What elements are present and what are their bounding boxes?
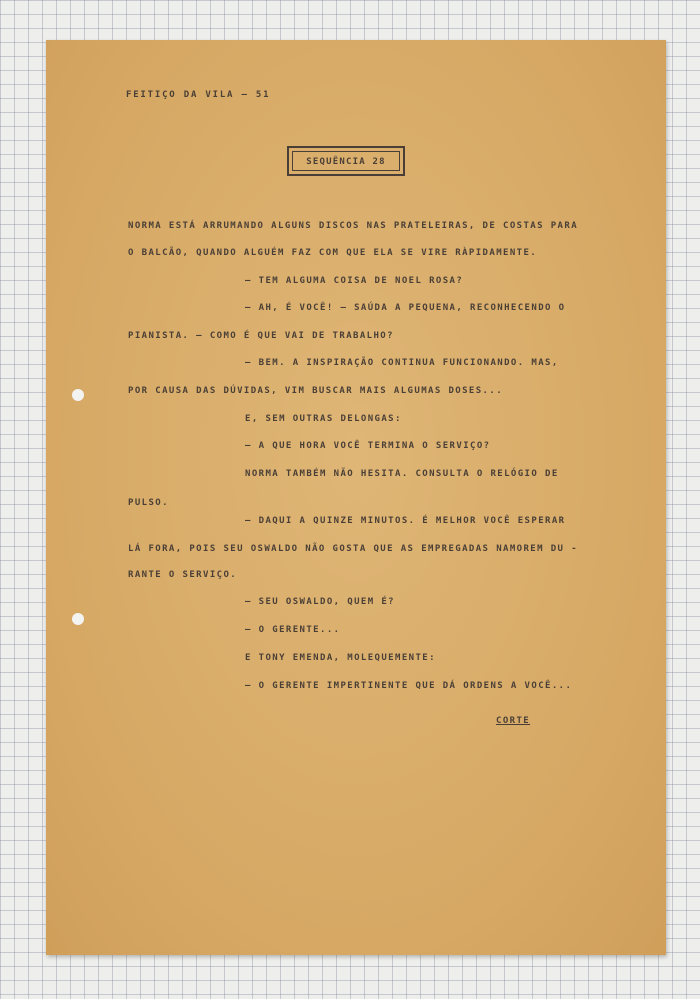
script-line: RANTE O SERVIÇO. [128, 570, 238, 580]
punch-hole [72, 389, 84, 401]
corte-label: CORTE [496, 716, 531, 726]
script-line: PIANISTA. — COMO É QUE VAI DE TRABALHO? [128, 331, 394, 341]
script-line: NORMA TAMBÉM NÃO HESITA. CONSULTA O RELÓGIO DE [245, 469, 559, 479]
script-line: POR CAUSA DAS DÚVIDAS, VIM BUSCAR MAIS ALGUMAS DOSES... [128, 386, 504, 396]
script-line: — DAQUI A QUINZE MINUTOS. É MELHOR VOCÊ ESPERAR [245, 516, 566, 526]
punch-hole [72, 613, 84, 625]
script-line: — SEU OSWALDO, QUEM É? [245, 597, 396, 607]
script-line: NORMA ESTÁ ARRUMANDO ALGUNS DISCOS NAS PRATELEIRAS, DE COSTAS PARA [128, 221, 579, 231]
script-line: PULSO. [128, 498, 169, 508]
script-line: LÁ FORA, POIS SEU OSWALDO NÃO GOSTA QUE AS EMPREGADAS NAMOREM DU - [128, 544, 579, 554]
script-line: — BEM. A INSPIRAÇÃO CONTINUA FUNCIONANDO. MAS, [245, 358, 559, 368]
typewritten-page [46, 40, 666, 955]
sequence-title: SEQUÊNCIA 28 [306, 157, 386, 167]
script-line: — AH, É VOCÊ! — SAÚDA A PEQUENA, RECONHECENDO O [245, 303, 566, 313]
script-line: E TONY EMENDA, MOLEQUEMENTE: [245, 653, 436, 663]
script-line: E, SEM OUTRAS DELONGAS: [245, 414, 402, 424]
script-line: — O GERENTE IMPERTINENTE QUE DÁ ORDENS A VOCÊ... [245, 681, 573, 691]
script-line: — O GERENTE... [245, 625, 341, 635]
script-line: — A QUE HORA VOCÊ TERMINA O SERVIÇO? [245, 441, 491, 451]
script-line: — TEM ALGUMA COISA DE NOEL ROSA? [245, 276, 464, 286]
script-line: O BALCÃO, QUANDO ALGUÉM FAZ COM QUE ELA SE VIRE RÀPIDAMENTE. [128, 248, 538, 258]
page-header: FEITIÇO DA VILA — 51 [126, 90, 271, 100]
sequence-box [287, 146, 405, 176]
